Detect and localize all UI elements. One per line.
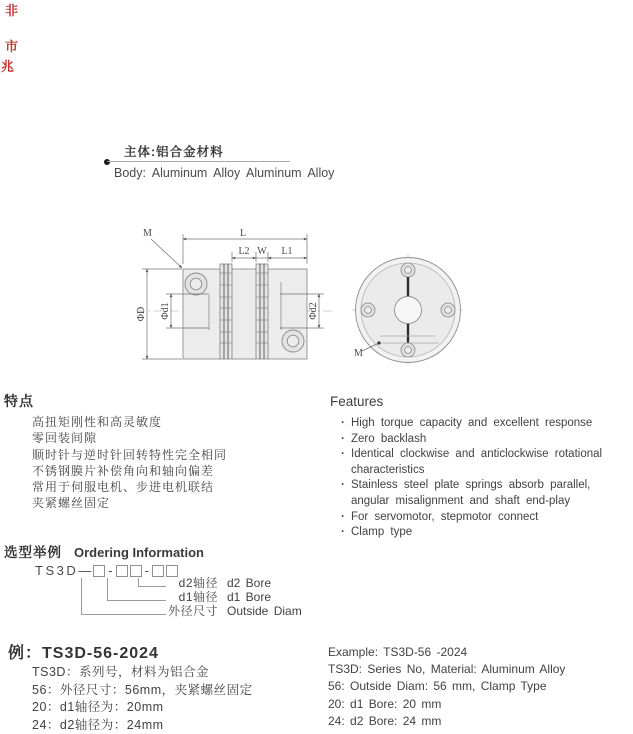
dim-label-D: ΦD bbox=[136, 306, 147, 322]
example-heading: 例：TS3D-56-2024 bbox=[8, 645, 159, 662]
example-lines-cn bbox=[32, 664, 253, 734]
ordering-row-label-en: d2 Bore bbox=[227, 576, 272, 590]
ordering-row-d1 bbox=[168, 591, 271, 604]
ordering-heading-en: Ordering Information bbox=[74, 545, 204, 560]
end-view bbox=[352, 254, 464, 366]
example-line-cn: TS3D：系列号，材料为铝合金 bbox=[32, 665, 209, 679]
side-view bbox=[136, 228, 334, 359]
example-line-en: TS3D: Series No, Material: Aluminum Alloy bbox=[328, 662, 566, 677]
center-spacer bbox=[232, 269, 256, 359]
feature-en: · Stainless steel plate springs absorb parallel, angular misalignment and shaft end-play bbox=[341, 478, 633, 509]
feature-cn: 顺时针与逆时针回转特性完全相同 bbox=[32, 447, 228, 462]
features-heading-cn: 特点 bbox=[4, 393, 34, 409]
example-line-en: 20: d1 Bore: 20 mm bbox=[328, 696, 442, 711]
order-code-box bbox=[152, 565, 164, 577]
order-code-box bbox=[116, 565, 128, 577]
code-dash: — bbox=[78, 563, 92, 578]
code-hyphen: - bbox=[108, 563, 113, 578]
feature-en: · Zero backlash bbox=[341, 432, 633, 448]
ordering-heading bbox=[4, 541, 204, 561]
disc-pack-left bbox=[220, 264, 232, 359]
order-code-box bbox=[130, 565, 142, 577]
red-stamp-mark-2: 市 bbox=[5, 39, 19, 54]
dim-label-W: W bbox=[257, 246, 267, 257]
feature-cn: 常用于伺服电机、步进电机联结 bbox=[32, 480, 215, 495]
center-bore bbox=[395, 297, 422, 324]
features-heading-en: Features bbox=[330, 394, 384, 409]
ordering-heading-cn: 选型举例 bbox=[4, 545, 62, 560]
dim-label-d1: Φd1 bbox=[160, 302, 171, 320]
order-code-box bbox=[93, 565, 105, 577]
coupling-technical-drawing bbox=[130, 205, 480, 383]
dim-label-L: L bbox=[239, 228, 247, 239]
feature-cn: 零回装间隙 bbox=[32, 431, 98, 446]
material-callout-cn: 主体:铝合金材料 bbox=[124, 145, 224, 159]
dim-label-M-side: M bbox=[143, 228, 152, 239]
m-leader-side bbox=[151, 239, 182, 268]
example-lines-en bbox=[328, 644, 565, 730]
callout-leader-dot bbox=[104, 159, 110, 165]
dim-label-M-end: M bbox=[354, 348, 363, 359]
ordering-row-label-en: Outside Diam bbox=[227, 604, 302, 618]
code-hyphen: - bbox=[144, 563, 149, 578]
feature-en: · Identical clockwise and anticlockwise rotational characteristics bbox=[341, 447, 633, 478]
ordering-code bbox=[35, 563, 179, 578]
ordering-row-d2 bbox=[168, 577, 271, 590]
feature-en: · For servomotor, stepmotor connect bbox=[341, 510, 633, 526]
example-line-en: 56: Outside Diam: 56 mm, Clamp Type bbox=[328, 679, 547, 694]
material-callout-en: Body: Aluminum Alloy Aluminum Alloy bbox=[114, 166, 335, 180]
ordering-row-outside-diam bbox=[168, 605, 302, 618]
feature-en: · Clamp type bbox=[341, 525, 633, 541]
features-list-cn bbox=[32, 414, 227, 512]
order-code-box bbox=[166, 565, 178, 577]
red-stamp-mark-1: 非 bbox=[5, 3, 19, 18]
example-line-cn: 20：d1轴径为：20mm bbox=[32, 700, 164, 715]
feature-cn: 高扭矩刚性和高灵敏度 bbox=[32, 415, 163, 429]
feature-en: · High torque capacity and excellent response bbox=[341, 416, 633, 432]
red-stamp-mark-3: 兆 bbox=[1, 59, 15, 74]
example-line-en: 24: d2 Bore: 24 mm bbox=[328, 713, 442, 728]
dim-label-d2: Φd2 bbox=[308, 302, 319, 320]
ordering-row-label-en: d1 Bore bbox=[227, 590, 272, 604]
ordering-row-label-cn: d1轴径 bbox=[178, 590, 218, 604]
feature-cn: 不锈钢膜片补偿角向和轴向偏差 bbox=[32, 463, 215, 478]
feature-cn: 夹紧螺丝固定 bbox=[32, 496, 111, 511]
dim-label-L1: L1 bbox=[281, 246, 293, 257]
example-line-en: Example: TS3D-56 -2024 bbox=[328, 645, 468, 659]
ordering-row-label-cn: d2轴径 bbox=[178, 576, 218, 590]
series-code: TS3D bbox=[35, 563, 79, 578]
disc-pack-right bbox=[256, 264, 268, 359]
m-leader-dot bbox=[377, 341, 380, 344]
features-list-en bbox=[341, 416, 633, 541]
dim-label-L2: L2 bbox=[238, 246, 250, 257]
example-line-cn: 56：外径尺寸：56mm，夹紧螺丝固定 bbox=[32, 682, 253, 697]
callout-leader-line bbox=[107, 161, 290, 162]
connector-d2-bore bbox=[138, 578, 166, 587]
example-line-cn: 24：d2轴径为：24mm bbox=[32, 717, 164, 732]
ordering-row-label-cn: 外径尺寸 bbox=[168, 604, 219, 618]
